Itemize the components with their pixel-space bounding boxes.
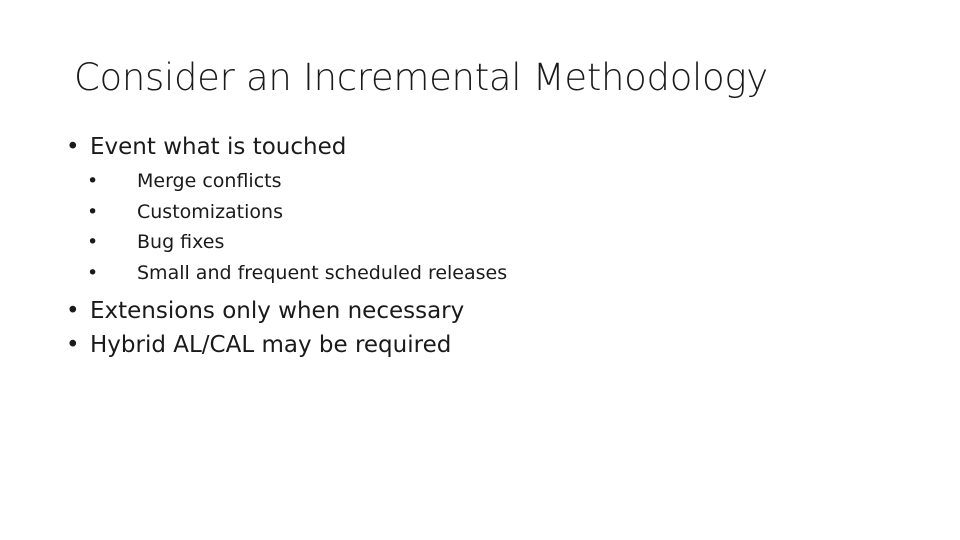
bullet-dot: • xyxy=(66,332,80,358)
sub-bullet-list xyxy=(66,166,926,288)
bullet-text: Event what is touched xyxy=(90,134,347,160)
bullet-list xyxy=(66,130,926,362)
sub-bullet-item xyxy=(87,227,926,258)
sub-bullet-item xyxy=(87,166,926,197)
sub-bullet-dot: • xyxy=(87,170,99,192)
sub-bullet-dot: • xyxy=(87,200,99,223)
slide-title: Consider an Incremental Methodology xyxy=(74,56,768,99)
sub-bullet-dot: • xyxy=(87,231,99,253)
sub-bullet-item xyxy=(87,258,926,289)
bullet-item xyxy=(66,130,926,164)
bullet-item xyxy=(66,294,926,328)
sub-bullet-item xyxy=(87,197,926,228)
sub-bullet-text: Customizations xyxy=(137,200,283,223)
sub-bullet-text: Small and frequent scheduled releases xyxy=(137,261,508,284)
sub-bullet-text: Bug fixes xyxy=(137,231,225,253)
sub-bullet-dot: • xyxy=(87,261,99,284)
bullet-text: Extensions only when necessary xyxy=(90,298,465,324)
bullet-dot: • xyxy=(66,298,80,324)
bullet-dot: • xyxy=(66,134,80,160)
bullet-item xyxy=(66,328,926,362)
bullet-text: Hybrid AL/CAL may be required xyxy=(90,332,452,358)
sub-bullet-text: Merge conflicts xyxy=(137,170,282,192)
sub-bullet-group xyxy=(66,166,926,288)
